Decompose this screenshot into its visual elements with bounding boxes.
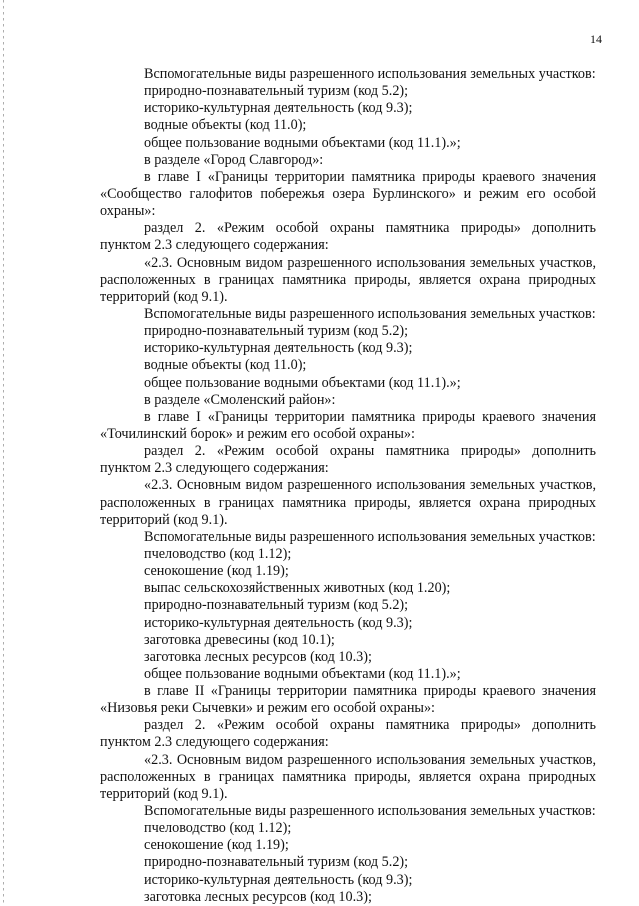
text-line: расположенных в границах памятника природы, является охрана природных: [100, 494, 596, 511]
text-line: сенокошение (код 1.19);: [144, 837, 289, 854]
text-line: раздел 2. «Режим особой охраны памятника природы» дополнить: [144, 717, 596, 734]
scan-edge-dots: [3, 0, 4, 905]
text-line: Вспомогательные виды разрешенного использования земельных участков:: [144, 305, 596, 322]
text-line: природно-познавательный туризм (код 5.2);: [144, 597, 409, 614]
document-body: [100, 66, 596, 906]
text-line: пчеловодство (код 1.12);: [144, 545, 292, 562]
text-line: Вспомогательные виды разрешенного использования земельных участков:: [144, 528, 596, 545]
text-line: пунктом 2.3 следующего содержания:: [100, 237, 329, 254]
text-line: «2.3. Основным видом разрешенного использования земельных участков,: [144, 254, 596, 271]
text-line: Вспомогательные виды разрешенного использования земельных участков:: [144, 803, 596, 820]
text-line: «2.3. Основным видом разрешенного использования земельных участков,: [144, 477, 596, 494]
text-line: раздел 2. «Режим особой охраны памятника природы» дополнить: [144, 443, 596, 460]
text-line: пунктом 2.3 следующего содержания:: [100, 734, 329, 751]
text-line: историко-культурная деятельность (код 9.3);: [144, 340, 413, 357]
text-line: территорий (код 9.1).: [100, 511, 228, 528]
text-line: историко-культурная деятельность (код 9.3);: [144, 100, 413, 117]
text-line: природно-познавательный туризм (код 5.2);: [144, 854, 409, 871]
text-line: природно-познавательный туризм (код 5.2);: [144, 83, 409, 100]
text-line: заготовка лесных ресурсов (код 10.3);: [144, 888, 372, 905]
text-line: Вспомогательные виды разрешенного использования земельных участков:: [144, 66, 596, 82]
text-line: заготовка древесины (код 10.1);: [144, 631, 335, 648]
text-line: водные объекты (код 11.0);: [144, 117, 307, 134]
text-line: «Низовья реки Сычевки» и режим его особой охраны»:: [100, 700, 435, 717]
text-line: в разделе «Город Славгород»:: [144, 151, 324, 168]
text-line: сенокошение (код 1.19);: [144, 563, 289, 580]
text-line: общее пользование водными объектами (код 11.1).»;: [144, 134, 461, 151]
text-line: «Точилинский борок» и режим его особой охраны»:: [100, 425, 415, 442]
text-line: пунктом 2.3 следующего содержания:: [100, 460, 329, 477]
text-line: охраны»:: [100, 203, 156, 220]
text-line: в разделе «Смоленский район»:: [144, 391, 336, 408]
text-line: в главе II «Границы территории памятника природы краевого значения: [144, 683, 596, 700]
text-line: «Сообщество галофитов побережья озера Бурлинского» и режим его особой: [100, 185, 596, 202]
text-line: пчеловодство (код 1.12);: [144, 820, 292, 837]
text-line: историко-культурная деятельность (код 9.3);: [144, 614, 413, 631]
text-line: водные объекты (код 11.0);: [144, 357, 307, 374]
text-line: природно-познавательный туризм (код 5.2);: [144, 323, 409, 340]
text-line: территорий (код 9.1).: [100, 785, 228, 802]
text-line: раздел 2. «Режим особой охраны памятника природы» дополнить: [144, 220, 596, 237]
text-line: общее пользование водными объектами (код 11.1).»;: [144, 374, 461, 391]
text-line: расположенных в границах памятника природы, является охрана природных: [100, 271, 596, 288]
page-number: 14: [590, 32, 602, 46]
text-line: в главе I «Границы территории памятника природы краевого значения: [144, 408, 596, 425]
text-line: расположенных в границах памятника природы, является охрана природных: [100, 768, 596, 785]
text-line: общее пользование водными объектами (код 11.1).»;: [144, 665, 461, 682]
text-line: в главе I «Границы территории памятника природы краевого значения: [144, 168, 596, 185]
text-line: заготовка лесных ресурсов (код 10.3);: [144, 648, 372, 665]
text-line: «2.3. Основным видом разрешенного использования земельных участков,: [144, 751, 596, 768]
text-line: выпас сельскохозяйственных животных (код 1.20);: [144, 580, 451, 597]
text-line: территорий (код 9.1).: [100, 288, 228, 305]
text-line: историко-культурная деятельность (код 9.3);: [144, 871, 413, 888]
